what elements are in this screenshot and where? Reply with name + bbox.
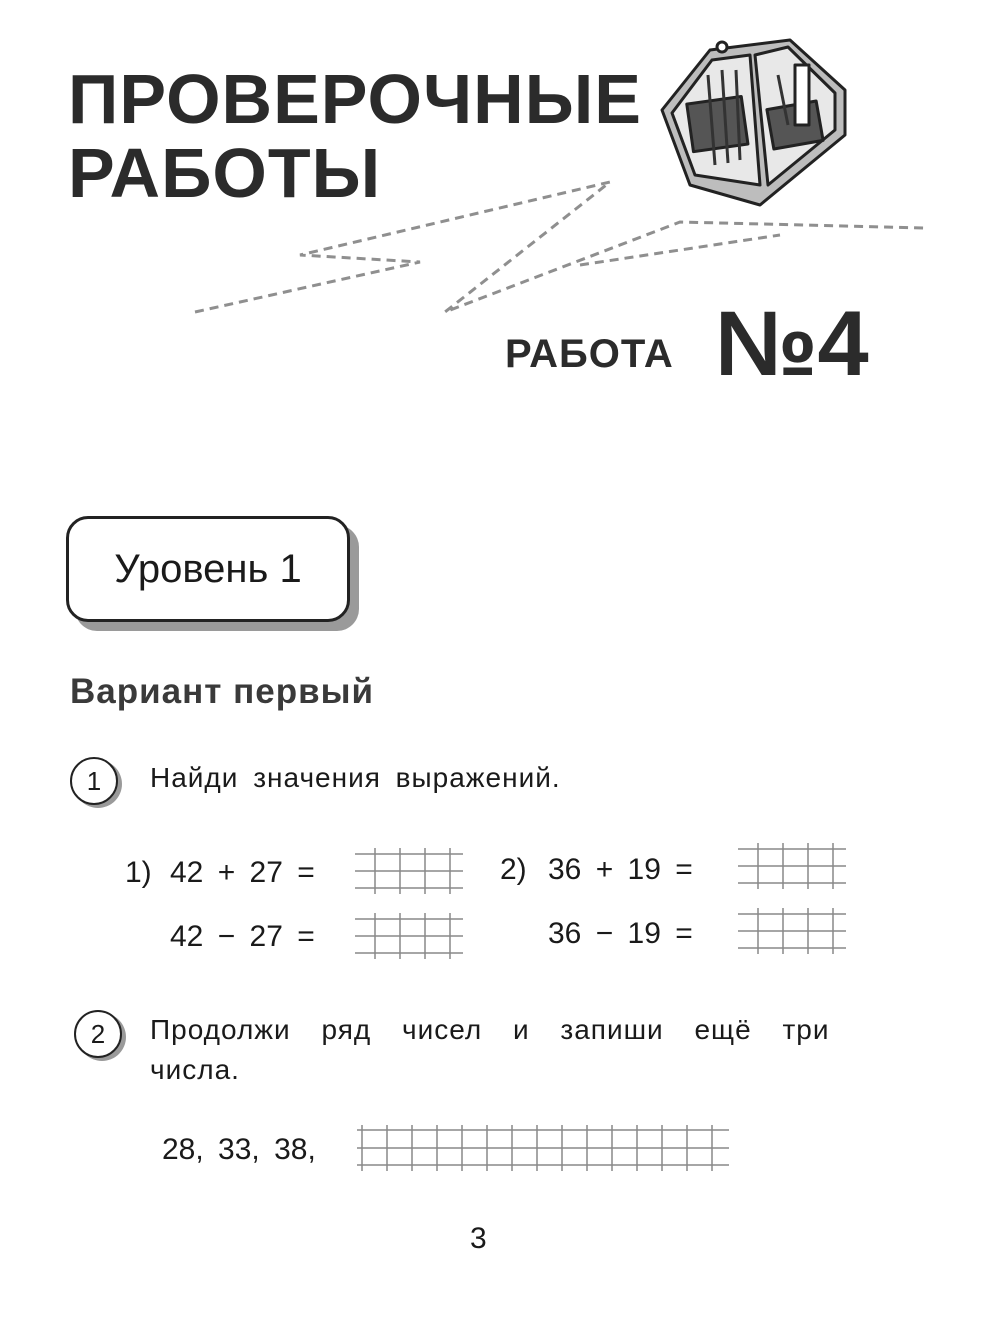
page-title — [68, 62, 642, 210]
task-1-number-text: 1 — [86, 765, 102, 796]
title-line-2: РАБОТЫ — [68, 134, 382, 212]
task-1-number — [70, 757, 118, 805]
number-sequence: 28, 33, 38, — [162, 1133, 316, 1166]
expression-2b: 36 − 19 = — [548, 917, 693, 950]
task-2-text-line-1: Продолжи ряд чисел и запиши ещё три — [150, 1014, 830, 1045]
expression-2a: 36 + 19 = — [548, 853, 693, 886]
expression-1b: 42 − 27 = — [170, 920, 315, 953]
answer-grid-2a[interactable] — [738, 843, 846, 889]
answer-grid-sequence[interactable] — [357, 1125, 729, 1171]
answer-grid-1a[interactable] — [355, 848, 463, 894]
task-2-number-text: 2 — [90, 1018, 106, 1049]
work-number: №4 — [715, 293, 869, 395]
pencil-case-icon — [650, 35, 860, 210]
variant-heading: Вариант первый — [70, 672, 375, 711]
answer-grid-2b[interactable] — [738, 908, 846, 954]
group-1-label: 1) — [125, 856, 152, 889]
task-2-text-line-2: числа. — [150, 1054, 240, 1085]
answer-grid-1b[interactable] — [355, 913, 463, 959]
level-label: Уровень 1 — [114, 546, 302, 591]
work-label: РАБОТА — [505, 332, 674, 376]
group-2-label: 2) — [500, 853, 527, 886]
page-number: 3 — [470, 1222, 487, 1255]
title-line-1: ПРОВЕРОЧНЫЕ — [68, 60, 642, 138]
task-1-text: Найди значения выражений. — [150, 762, 561, 793]
task-2-number — [74, 1010, 122, 1058]
expression-1a: 42 + 27 = — [170, 856, 315, 889]
level-badge — [66, 516, 350, 622]
